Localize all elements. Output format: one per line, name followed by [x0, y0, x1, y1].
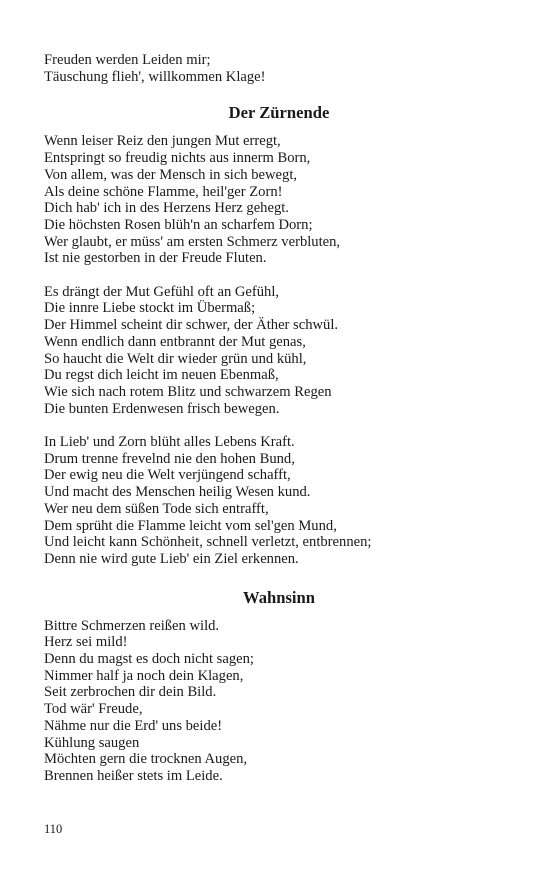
verse-line: Der ewig neu die Welt verjüngend schafft, — [44, 467, 291, 484]
verse-line: Und leicht kann Schönheit, schnell verletzt, entbrennen; — [44, 534, 372, 551]
poem-title-wahnsinn: Wahnsinn — [243, 587, 315, 607]
verse-line: Wenn leiser Reiz den jungen Mut erregt, — [44, 133, 281, 150]
verse-line: Wie sich nach rotem Blitz und schwarzem Regen — [44, 383, 332, 400]
verse-line: Ist nie gestorben in der Freude Fluten. — [44, 250, 267, 267]
verse-line: Von allem, was der Mensch in sich bewegt, — [44, 166, 298, 183]
verse-line: Und macht des Menschen heilig Wesen kund. — [44, 484, 311, 501]
verse-line: Tod wär' Freude, — [44, 701, 143, 718]
verse-line: Als deine schöne Flamme, heil'ger Zorn! — [44, 183, 283, 200]
verse-line: Entspringt so freudig nichts aus innerm Born, — [44, 150, 311, 167]
verse-line: Dich hab' ich in des Herzens Herz gehegt. — [44, 200, 289, 217]
verse-line: Wer neu dem süßen Tode sich entrafft, — [44, 500, 269, 517]
verse-line: Täuschung flieh', willkommen Klage! — [44, 68, 266, 85]
verse-line: Wer glaubt, er müss' am ersten Schmerz verbluten, — [44, 233, 341, 250]
verse-line: Seit zerbrochen dir dein Bild. — [44, 684, 217, 701]
verse-line: Dem sprüht die Flamme leicht vom sel'gen Mund, — [44, 517, 337, 534]
verse-line: Freuden werden Leiden mir; — [44, 52, 211, 68]
stanza — [44, 434, 514, 568]
verse-line: Die höchsten Rosen blüh'n an scharfem Dorn; — [44, 216, 313, 233]
verse-line: Die innre Liebe stockt im Übermaß; — [44, 300, 256, 317]
verse-line: Die bunten Erdenwesen frisch bewegen. — [44, 400, 280, 417]
verse-line: Möchten gern die trocknen Augen, — [44, 751, 248, 768]
book-page — [44, 52, 514, 785]
verse-line: Nähme nur die Erd' uns beide! — [44, 717, 223, 734]
stanza — [44, 133, 514, 267]
verse-line: Es drängt der Mut Gefühl oft an Gefühl, — [44, 283, 280, 300]
verse-line: So haucht die Welt dir wieder grün und kühl, — [44, 350, 307, 367]
verse-line: Drum trenne frevelnd nie den hohen Bund, — [44, 450, 295, 467]
verse-line: Denn du magst es doch nicht sagen; — [44, 651, 254, 668]
poem-der-zuernende — [44, 133, 514, 567]
verse-line: Herz sei mild! — [44, 634, 128, 651]
verse-line: Nimmer half ja noch dein Klagen, — [44, 667, 244, 684]
verse-line: Der Himmel scheint dir schwer, der Äther schwül. — [44, 317, 339, 334]
verse-line: Bittre Schmerzen reißen wild. — [44, 617, 220, 634]
verse-line: Brennen heißer stets im Leide. — [44, 767, 223, 784]
poem-title-der-zuernende: Der Zürnende — [228, 103, 330, 123]
stanza-gap — [44, 417, 514, 434]
stanza-gap — [44, 267, 514, 284]
poem-wahnsinn — [44, 618, 514, 785]
verse-line: Wenn endlich dann entbrannt der Mut genas, — [44, 333, 306, 350]
opening-stanza — [44, 52, 514, 85]
page-number: 110 — [44, 822, 63, 836]
verse-line: Du regst dich leicht im neuen Ebenmaß, — [44, 367, 279, 384]
verse-line: In Lieb' und Zorn blüht alles Lebens Kraft. — [44, 434, 295, 451]
verse-line: Kühlung saugen — [44, 734, 140, 751]
verse-line: Denn nie wird gute Lieb' ein Ziel erkennen. — [44, 550, 299, 567]
stanza — [44, 284, 514, 418]
